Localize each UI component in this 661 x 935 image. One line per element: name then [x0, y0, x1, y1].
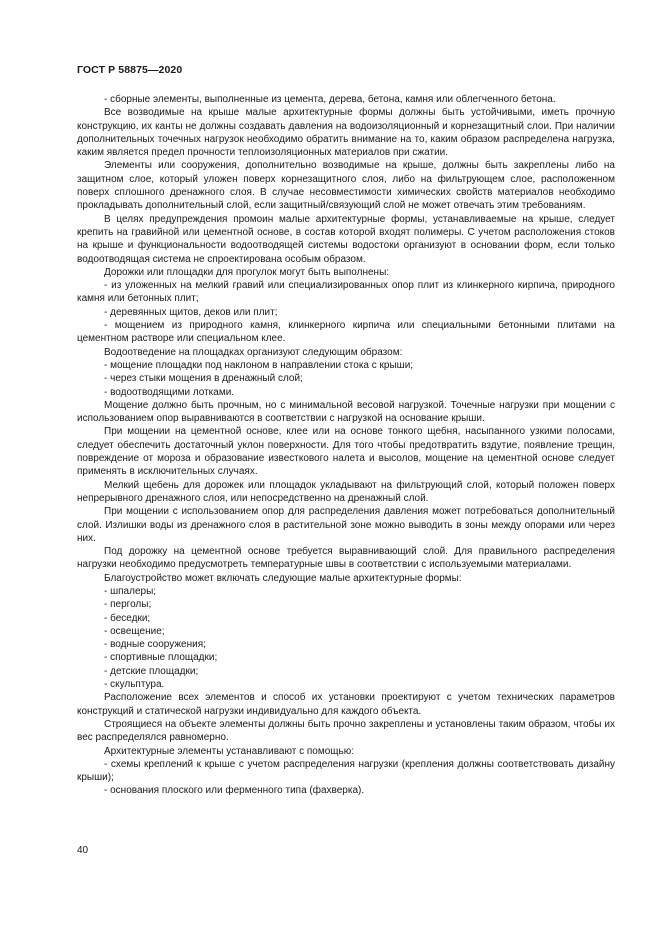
paragraph: Архитектурные элементы устанавливают с помощью:	[104, 745, 355, 757]
list-item: - водные сооружения;	[104, 639, 206, 651]
paragraph: Строящиеся на объекте элементы должны быть прочно закреплены и установлены таким образом, чтобы их вес распределялся равномерно.	[77, 718, 615, 744]
list-item: - мощением из природного камня, клинкерного кирпича или специальными бетонными плитами на цементном растворе или специальном клее.	[77, 320, 615, 345]
paragraph: В целях предупреждения промоин малые архитектурные формы, устанавливаемые на крыше, следует крепить на гравийной или цементной основе, в состав которой входят полимеры. С учетом расположения стоков на крыше и функциональности водоотводящей системы водостоки организуют в основании форм, если только водоотводящая система не спроектирована особым образом.	[77, 213, 615, 265]
list-item: - через стыки мощения в дренажный слой;	[104, 373, 303, 385]
list-item: - спортивные площадки;	[104, 652, 218, 664]
paragraph: Все возводимые на крыше малые архитектурные формы должны быть устойчивыми, иметь прочную конструкцию, их канты не должны создавать давления на водоизоляционный и корнезащитный слои. При наличии дополнительных точечных нагрузок необходимо обратить внимание на то, каким образом распределена нагрузка, каким является предел прочности теплоизоляционных материалов при сжатии.	[77, 107, 615, 159]
paragraph: Благоустройство может включать следующие малые архитектурные формы:	[104, 572, 462, 584]
list-item: - деревянных щитов, деков или плит;	[104, 306, 278, 318]
list-item: - беседки;	[104, 612, 151, 624]
page-number: 40	[77, 845, 89, 856]
paragraph: Дорожки или площадки для прогулок могут быть выполнены:	[104, 266, 390, 278]
paragraph: При мощении на цементной основе, клее или на основе тонкого щебня, насыпанного узкими полосами, следует обеспечить достаточный уклон поверхности. Для того чтобы предотвратить вздутие, появление трещин, повреждение от мороза и образование известкового налета и высолов, мощение на цементной основе следует применять в исключительных случаях.	[77, 426, 615, 478]
paragraph: - сборные элементы, выполненные из цемента, дерева, бетона, камня или облегченного бетона.	[104, 94, 556, 105]
document-body	[77, 93, 615, 798]
list-item: - мощение площадки под наклоном в направлении стока с крыши;	[104, 359, 414, 371]
list-item: - скульптура.	[104, 679, 165, 691]
paragraph: Расположение всех элементов и способ их установки проектируют с учетом технических параметров конструкций и статической нагрузки индивидуально для каждого объекта.	[77, 692, 615, 717]
list-item: - перголы;	[104, 599, 152, 611]
list-item: - основания плоского или ферменного типа (фахверка).	[104, 785, 365, 797]
list-item: - освещение;	[104, 625, 165, 637]
list-item: - водоотводящими лотками.	[104, 386, 235, 398]
paragraph: Мощение должно быть прочным, но с минимальной весовой нагрузкой. Точечные нагрузки при мощении с использованием опор выравниваются в соответствии с нагрузкой на основание крыши.	[77, 399, 615, 425]
list-item: - схемы креплений к крыше с учетом распределения нагрузки (крепления должны соответствовать дизайну крыши);	[77, 758, 615, 784]
list-item: - детские площадки;	[104, 665, 199, 677]
list-item: - шпалеры;	[104, 585, 157, 597]
paragraph: Элементы или сооружения, дополнительно возводимые на крыше, должны быть закреплены либо на защитном слое, который уложен поверх корнезащитного слоя, либо на фильтрующем слое, расположенном поверх сплошного дренажного слоя. В случае несовместимости химических свойств материалов необходимо прокладывать дополнительный слой, если защитный/связующий слой не может отвечать этим требованиям.	[77, 160, 615, 212]
paragraph: Мелкий щебень для дорожек или площадок укладывают на фильтрующий слой, который положен поверх непрерывного дренажного слоя, или непосредственно на дренажный слой.	[77, 479, 615, 504]
paragraph: Водоотведение на площадках организуют следующим образом:	[104, 346, 403, 358]
paragraph: При мощении с использованием опор для распределения давления может потребоваться дополнительный слой. Излишки воды из дренажного слоя в растительной зоне можно выводить в зоны между опорами или через них.	[77, 506, 615, 544]
list-item: - из уложенных на мелкий гравий или специализированных опор плит из клинкерного кирпича, природного камня или бетонных плит;	[77, 280, 615, 305]
document-header: ГОСТ Р 58875—2020	[77, 64, 183, 76]
paragraph: Под дорожку на цементной основе требуется выравнивающий слой. Для правильного распределения нагрузки необходимо предусмотреть температурные швы в соответствии с используемыми материалами.	[77, 546, 615, 571]
